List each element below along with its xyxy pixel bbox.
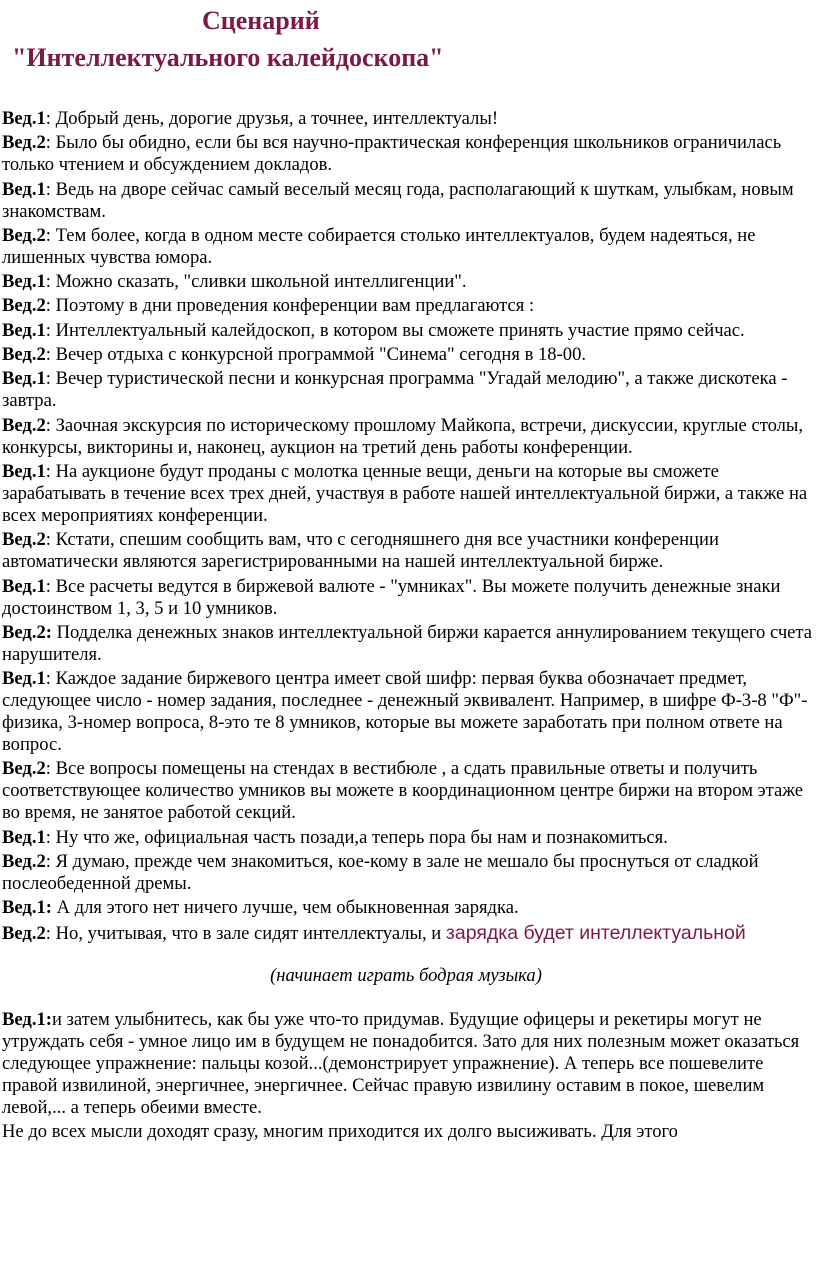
dialogue-line xyxy=(2,108,814,130)
speaker-label: Вед.1 xyxy=(2,668,46,690)
dialogue-line xyxy=(2,529,814,573)
dialogue-line xyxy=(2,851,814,895)
speaker-separator: : xyxy=(45,460,56,482)
speaker-label: Вед.1: xyxy=(2,897,52,919)
speaker-label: Вед.1 xyxy=(2,368,46,390)
title-line-2: "Интеллектуального калейдоскопа" xyxy=(12,43,444,72)
line-text: Ну что же, официальная часть позади,а теперь пора бы нам и познакомиться. xyxy=(55,826,668,848)
dialogue-line xyxy=(2,668,814,756)
speaker-separator: : xyxy=(45,178,56,200)
speaker-label: Вед.2: xyxy=(2,621,52,643)
speaker-separator: : xyxy=(45,414,56,436)
speaker-label: Вед.1 xyxy=(2,178,46,200)
speaker-label: Вед.2 xyxy=(2,344,46,366)
speaker-label: Вед.2 xyxy=(2,132,46,154)
dialogue-line xyxy=(2,225,814,269)
speaker-separator: : xyxy=(45,132,56,154)
line-text: Было бы обидно, если бы вся научно-практическая конференция школьников ограничилась только чтением и обсуждением докладов. xyxy=(2,132,782,176)
dialogue-line xyxy=(2,271,814,293)
line-text: и затем улыбнитесь, как бы уже что-то придумав. Будущие офицеры и рекетиры могут не утруждать себя - умное лицо им в будущем не понадобится. Зато для них полезным может оказаться следующее упражнение: пальцы козой...(демонстрирует упражнение). А теперь все пошевелите правой извилиной, энергичнее, энергичнее. Сейчас правую извилину оставим в покое, шевелим левой,... а теперь обеими вместе. xyxy=(2,1008,800,1118)
line-text: Каждое задание биржевого центра имеет свой шифр: первая буква обозначает предмет, следующее число - номер задания, последнее - денежный эквивалент. Например, в шифре Ф-3-8 "Ф"-физика, 3-номер вопроса, 8-это те 8 умников, которые вы можете заработать при полном ответе на вопрос. xyxy=(2,668,808,756)
dialogue-line xyxy=(2,295,814,317)
line-text: Кстати, спешим сообщить вам, что с сегодняшнего дня все участники конференции автоматически являются зарегистрированными на нашей интеллектуальной бирже. xyxy=(2,529,719,573)
line-text: Все расчеты ведутся в биржевой валюте - "умниках". Вы можете получить денежные знаки достоинством 1, 3, 5 и 10 умников. xyxy=(2,575,781,619)
dialogue-line xyxy=(2,179,814,223)
line-text: Можно сказать, "сливки школьной интеллигенции". xyxy=(55,271,467,293)
line-text: Ведь на дворе сейчас самый веселый месяц года, располагающий к шуткам, улыбкам, новым знакомствам. xyxy=(2,178,794,222)
speaker-separator: : xyxy=(45,826,56,848)
highlighted-text: зарядка будет интеллектуальной xyxy=(445,921,746,944)
line-text: Не до всех мысли доходят сразу, многим приходится их долго высиживать. Для этого xyxy=(2,1120,678,1142)
speaker-label: Вед.2 xyxy=(2,414,46,436)
speaker-separator: : xyxy=(45,851,56,873)
speaker-separator: : xyxy=(45,108,56,129)
speaker-separator: : xyxy=(45,319,56,341)
speaker-label: Вед.2 xyxy=(2,851,46,873)
dialogue-line xyxy=(2,320,814,342)
speaker-separator: : xyxy=(45,668,56,690)
speaker-label: Вед.2 xyxy=(2,758,46,780)
speaker-label: Вед.1: xyxy=(2,1008,52,1030)
speaker-separator: : xyxy=(45,224,56,246)
dialogue-line xyxy=(2,1121,814,1143)
speaker-label: Вед.2 xyxy=(2,295,46,317)
speaker-separator: : xyxy=(45,575,56,597)
dialogue-line xyxy=(2,368,814,412)
dialogue-line xyxy=(2,1009,814,1119)
speaker-label: Вед.1 xyxy=(2,271,46,293)
line-text: Добрый день, дорогие друзья, а точнее, интеллектуалы! xyxy=(55,108,499,129)
dialogue-line xyxy=(2,622,814,666)
speaker-label: Вед.1 xyxy=(2,319,46,341)
dialogue-line xyxy=(2,132,814,176)
dialogue-line xyxy=(2,344,814,366)
line-text: Заочная экскурсия по историческому прошлому Майкопа, встречи, дискуссии, круглые столы, конкурсы, викторины и, наконец, аукцион на третий день работы конференции. xyxy=(2,414,804,458)
line-text: Вечер отдыха с конкурсной программой "Синема" сегодня в 18-00. xyxy=(55,344,587,366)
speaker-separator: : xyxy=(45,529,56,551)
line-text: Тем более, когда в одном месте собирается столько интеллектуалов, будем надеяться, не лишенных чувства юмора. xyxy=(2,224,756,268)
dialogue-line xyxy=(2,576,814,620)
line-text: Я думаю, прежде чем знакомиться, кое-кому в зале не мешало бы проснуться от сладкой послеобеденной дремы. xyxy=(2,851,759,895)
script-body xyxy=(2,108,814,1145)
line-text: А для этого нет ничего лучше, чем обыкновенная зарядка. xyxy=(56,897,519,919)
dialogue-line xyxy=(2,922,814,945)
speaker-label: Вед.1 xyxy=(2,575,46,597)
speaker-label: Вед.2 xyxy=(2,529,46,551)
dialogue-line xyxy=(2,897,814,919)
speaker-separator: : xyxy=(45,922,56,944)
speaker-label: Вед.2 xyxy=(2,224,46,246)
line-text: Подделка денежных знаков интеллектуальной биржи карается аннулированием текущего счета нарушителя. xyxy=(2,621,813,665)
line-text: Поэтому в дни проведения конференции вам предлагаются : xyxy=(55,295,535,317)
speaker-label: Вед.1 xyxy=(2,826,46,848)
dialogue-line xyxy=(2,827,814,849)
speaker-separator: : xyxy=(45,758,56,780)
title-line-1: Сценарий xyxy=(202,6,320,35)
line-text: Но, учитывая, что в зале сидят интеллектуалы, и xyxy=(55,922,446,944)
dialogue-line xyxy=(2,461,814,527)
dialogue-line xyxy=(2,415,814,459)
speaker-separator: : xyxy=(45,295,56,317)
dialogue-list-continued xyxy=(2,1009,814,1143)
line-text: Интеллектуальный калейдоскоп, в котором вы сможете принять участие прямо сейчас. xyxy=(55,319,745,341)
speaker-label: Вед.1 xyxy=(2,108,46,129)
speaker-separator: : xyxy=(45,271,56,293)
stage-direction: (начинает играть бодрая музыка) xyxy=(270,964,542,986)
line-text: Вечер туристической песни и конкурсная программа "Угадай мелодию", а также дискотека - завтра. xyxy=(2,368,788,412)
line-text: На аукционе будут проданы с молотка ценные вещи, деньги на которые вы сможете зарабатывать в течение всех трех дней, участвуя в работе нашей интеллектуальной биржи, а также на всех мероприятиях конференции. xyxy=(2,460,808,526)
dialogue-list xyxy=(2,108,814,945)
speaker-separator: : xyxy=(45,368,56,390)
line-text: Все вопросы помещены на стендах в вестибюле , а сдать правильные ответы и получить соответствующее количество умников вы можете в координационном центре биржи на втором этаже во время, не занятое работой секций. xyxy=(2,758,804,824)
speaker-label: Вед.2 xyxy=(2,922,46,944)
speaker-label: Вед.1 xyxy=(2,460,46,482)
speaker-separator: : xyxy=(45,344,56,366)
dialogue-line xyxy=(2,758,814,824)
